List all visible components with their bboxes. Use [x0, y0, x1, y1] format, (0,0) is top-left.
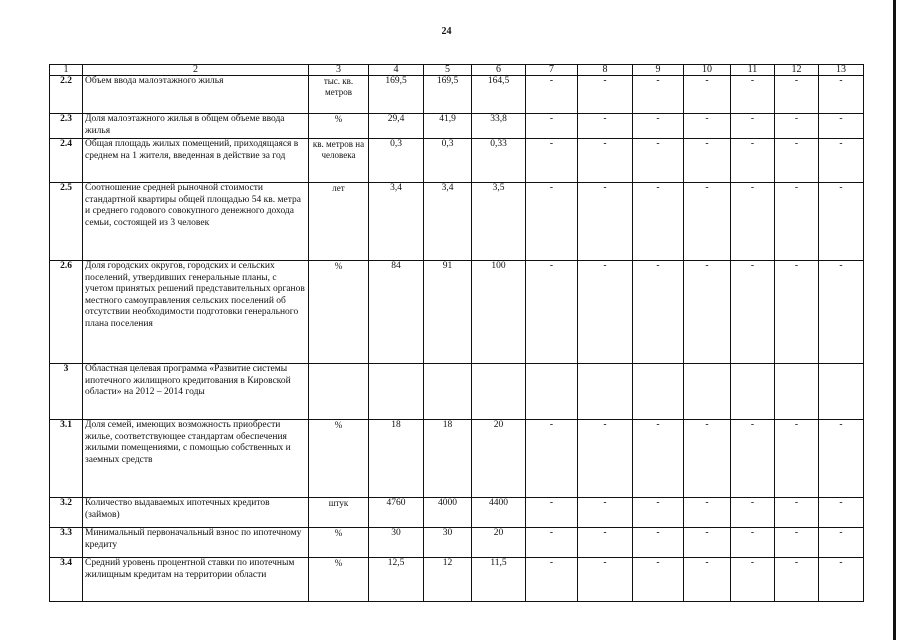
empty-value-cell: - [526, 528, 578, 558]
empty-value-cell: - [684, 420, 731, 498]
header-cell: 5 [424, 65, 472, 76]
empty-value-cell: - [526, 139, 578, 183]
indicator-name-cell: Объем ввода малоэтажного жилья [83, 76, 309, 114]
row-number-cell: 2.5 [50, 183, 83, 261]
empty-value-cell: - [633, 139, 684, 183]
unit-cell [309, 364, 369, 420]
header-cell: 9 [633, 65, 684, 76]
empty-value-cell: - [578, 558, 633, 602]
table-row [50, 558, 864, 602]
value-2014-cell: 0,33 [472, 139, 526, 183]
value-2013-cell: 12 [424, 558, 472, 602]
empty-value-cell: - [684, 261, 731, 364]
empty-value-cell: - [775, 420, 819, 498]
value-2012-cell: 29,4 [369, 114, 424, 139]
empty-value-cell: - [775, 261, 819, 364]
header-cell: 8 [578, 65, 633, 76]
value-2014-cell: 3,5 [472, 183, 526, 261]
empty-value-cell: - [578, 528, 633, 558]
empty-value-cell [775, 364, 819, 420]
empty-value-cell: - [819, 139, 864, 183]
indicator-name-cell: Количество выдаваемых ипотечных кредитов (займов) [83, 498, 309, 528]
table-row [50, 364, 864, 420]
table-row [50, 76, 864, 114]
value-2013-cell: 169,5 [424, 76, 472, 114]
row-number-cell: 3 [50, 364, 83, 420]
header-cell: 11 [731, 65, 775, 76]
empty-value-cell [819, 364, 864, 420]
header-cell: 12 [775, 65, 819, 76]
empty-value-cell: - [819, 498, 864, 528]
empty-value-cell: - [731, 261, 775, 364]
value-2013-cell: 41,9 [424, 114, 472, 139]
empty-value-cell: - [526, 76, 578, 114]
empty-value-cell: - [731, 114, 775, 139]
header-cell: 13 [819, 65, 864, 76]
empty-value-cell: - [684, 183, 731, 261]
value-2012-cell: 0,3 [369, 139, 424, 183]
empty-value-cell: - [684, 76, 731, 114]
empty-value-cell: - [775, 139, 819, 183]
empty-value-cell: - [775, 114, 819, 139]
empty-value-cell: - [526, 420, 578, 498]
empty-value-cell: - [819, 76, 864, 114]
empty-value-cell: - [633, 76, 684, 114]
value-2014-cell: 11,5 [472, 558, 526, 602]
empty-value-cell: - [819, 261, 864, 364]
table-row [50, 114, 864, 139]
value-2012-cell: 30 [369, 528, 424, 558]
empty-value-cell: - [526, 261, 578, 364]
row-number-cell: 3.2 [50, 498, 83, 528]
empty-value-cell: - [526, 498, 578, 528]
header-cell: 6 [472, 65, 526, 76]
empty-value-cell: - [731, 498, 775, 528]
unit-cell: тыс. кв. метров [309, 76, 369, 114]
empty-value-cell: - [684, 498, 731, 528]
empty-value-cell: - [819, 420, 864, 498]
empty-value-cell: - [731, 76, 775, 114]
empty-value-cell: - [684, 558, 731, 602]
empty-value-cell: - [731, 528, 775, 558]
empty-value-cell: - [684, 528, 731, 558]
header-cell: 7 [526, 65, 578, 76]
table-row [50, 139, 864, 183]
empty-value-cell: - [819, 114, 864, 139]
empty-value-cell: - [578, 139, 633, 183]
empty-value-cell: - [775, 76, 819, 114]
unit-cell: % [309, 528, 369, 558]
empty-value-cell [526, 364, 578, 420]
value-2014-cell: 20 [472, 420, 526, 498]
indicator-name-cell: Доля малоэтажного жилья в общем объеме ввода жилья [83, 114, 309, 139]
row-number-cell: 3.1 [50, 420, 83, 498]
empty-value-cell: - [578, 498, 633, 528]
empty-value-cell: - [578, 420, 633, 498]
value-2012-cell: 3,4 [369, 183, 424, 261]
table-row [50, 528, 864, 558]
indicator-name-cell: Средний уровень процентной ставки по ипотечным жилищным кредитам на территории области [83, 558, 309, 602]
value-2014-cell: 20 [472, 528, 526, 558]
empty-value-cell: - [819, 558, 864, 602]
header-row [50, 65, 864, 76]
value-2013-cell [424, 364, 472, 420]
empty-value-cell: - [578, 183, 633, 261]
value-2013-cell: 0,3 [424, 139, 472, 183]
unit-cell: % [309, 261, 369, 364]
unit-cell: лет [309, 183, 369, 261]
indicator-name-cell: Доля городских округов, городских и сельских поселений, утвердивших генеральные планы, с учетом принятых решений представительных органов местного самоуправления сельских поселений об отсутствии необходимости подготовки генерального плана поселения [83, 261, 309, 364]
empty-value-cell [578, 364, 633, 420]
page-edge-line [893, 0, 896, 640]
empty-value-cell: - [775, 528, 819, 558]
value-2013-cell: 3,4 [424, 183, 472, 261]
table-row [50, 420, 864, 498]
unit-cell: кв. метров на человека [309, 139, 369, 183]
unit-cell: % [309, 114, 369, 139]
header-cell: 3 [309, 65, 369, 76]
row-number-cell: 2.2 [50, 76, 83, 114]
empty-value-cell: - [731, 558, 775, 602]
value-2013-cell: 30 [424, 528, 472, 558]
indicator-name-cell: Общая площадь жилых помещений, приходящаяся в среднем на 1 жителя, введенная в действие за год [83, 139, 309, 183]
value-2013-cell: 4000 [424, 498, 472, 528]
table-row [50, 183, 864, 261]
value-2013-cell: 18 [424, 420, 472, 498]
empty-value-cell: - [578, 76, 633, 114]
page-number: 24 [441, 26, 452, 37]
empty-value-cell: - [633, 558, 684, 602]
row-number-cell: 2.3 [50, 114, 83, 139]
row-number-cell: 2.4 [50, 139, 83, 183]
empty-value-cell: - [775, 498, 819, 528]
empty-value-cell: - [633, 261, 684, 364]
empty-value-cell: - [819, 528, 864, 558]
indicators-table [49, 64, 864, 602]
value-2014-cell: 33,8 [472, 114, 526, 139]
empty-value-cell: - [731, 183, 775, 261]
value-2014-cell: 100 [472, 261, 526, 364]
unit-cell: % [309, 558, 369, 602]
empty-value-cell: - [633, 114, 684, 139]
value-2012-cell: 169,5 [369, 76, 424, 114]
empty-value-cell: - [633, 498, 684, 528]
header-cell: 2 [83, 65, 309, 76]
empty-value-cell: - [578, 114, 633, 139]
empty-value-cell [684, 364, 731, 420]
value-2014-cell [472, 364, 526, 420]
indicator-name-cell: Минимальный первоначальный взнос по ипотечному кредиту [83, 528, 309, 558]
indicator-name-cell: Соотношение средней рыночной стоимости стандартной квартиры общей площадью 54 кв. метра и среднего годового совокупного денежного дохода семьи, состоящей из 3 человек [83, 183, 309, 261]
value-2012-cell: 84 [369, 261, 424, 364]
unit-cell: % [309, 420, 369, 498]
row-number-cell: 3.4 [50, 558, 83, 602]
empty-value-cell: - [526, 183, 578, 261]
row-number-cell: 3.3 [50, 528, 83, 558]
empty-value-cell: - [684, 114, 731, 139]
empty-value-cell: - [731, 139, 775, 183]
empty-value-cell: - [633, 183, 684, 261]
unit-cell: штук [309, 498, 369, 528]
table-row [50, 498, 864, 528]
empty-value-cell: - [775, 558, 819, 602]
empty-value-cell: - [633, 528, 684, 558]
header-cell: 1 [50, 65, 83, 76]
header-cell: 10 [684, 65, 731, 76]
value-2012-cell: 18 [369, 420, 424, 498]
value-2013-cell: 91 [424, 261, 472, 364]
empty-value-cell: - [633, 420, 684, 498]
empty-value-cell [633, 364, 684, 420]
empty-value-cell: - [684, 139, 731, 183]
empty-value-cell: - [819, 183, 864, 261]
value-2012-cell [369, 364, 424, 420]
indicator-name-cell: Областная целевая программа «Развитие системы ипотечного жилищного кредитования в Кировской области» на 2012 – 2014 годы [83, 364, 309, 420]
empty-value-cell [731, 364, 775, 420]
empty-value-cell: - [526, 114, 578, 139]
table-row [50, 261, 864, 364]
empty-value-cell: - [526, 558, 578, 602]
value-2014-cell: 4400 [472, 498, 526, 528]
row-number-cell: 2.6 [50, 261, 83, 364]
header-cell: 4 [369, 65, 424, 76]
value-2012-cell: 12,5 [369, 558, 424, 602]
indicator-name-cell: Доля семей, имеющих возможность приобрести жилье, соответствующее стандартам обеспечения жилыми помещениями, с помощью собственных и заемных средств [83, 420, 309, 498]
empty-value-cell: - [731, 420, 775, 498]
empty-value-cell: - [578, 261, 633, 364]
empty-value-cell: - [775, 183, 819, 261]
value-2012-cell: 4760 [369, 498, 424, 528]
value-2014-cell: 164,5 [472, 76, 526, 114]
